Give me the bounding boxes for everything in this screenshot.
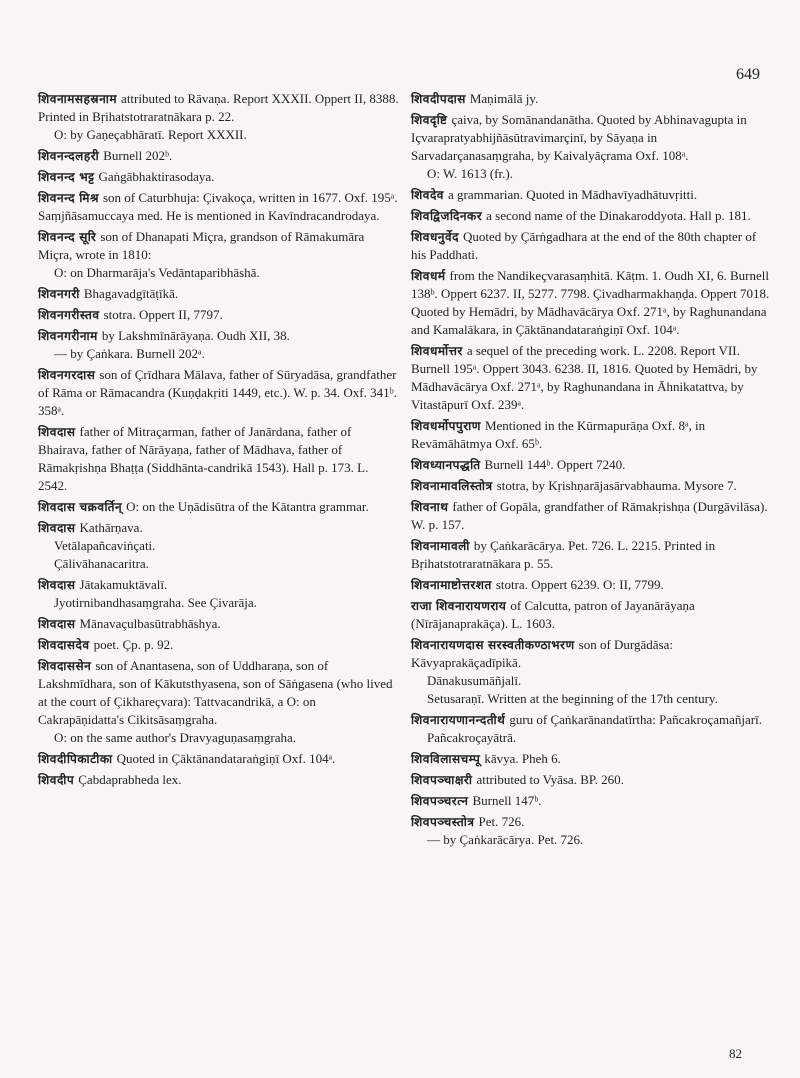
dictionary-entry [411, 498, 773, 534]
dictionary-entry [411, 636, 773, 708]
entry-text: Mānavaçulbasūtrabhāshya. [79, 616, 221, 631]
entry-headword: शिवनगरदास [38, 368, 96, 382]
entry-line: Vetālapañcaviṅçati. [54, 538, 156, 553]
dictionary-entry [411, 342, 773, 414]
entry-headword: शिवनन्दलहरी [38, 149, 100, 163]
entry-first-line [411, 813, 773, 831]
entry-headword: शिवनगरीस्तव [38, 308, 100, 322]
entry-first-line [38, 189, 400, 225]
dictionary-entry [411, 228, 773, 264]
entry-first-line [38, 168, 400, 186]
entry-headword: शिवद्विजदिनकर [411, 209, 483, 223]
entry-text: attributed to Rāvaṇa. Report XXXII. Oppert II, 8388. Printed in Bṛihatstotraratnākara p. 22. [38, 91, 399, 124]
entry-headword: शिवदास [38, 425, 76, 439]
entry-headword: शिवधनुर्वेद [411, 230, 460, 244]
dictionary-entry [38, 657, 400, 747]
dictionary-entry [411, 597, 773, 633]
entry-first-line [411, 771, 773, 789]
entry-headword: शिवदेव [411, 188, 444, 202]
signature-mark: 82 [729, 1046, 742, 1061]
entry-first-line [38, 750, 400, 768]
entry-text: O: on the Uṇādisūtra of the Kātantra grammar. [126, 499, 369, 514]
entry-first-line [38, 519, 400, 537]
entry-headword: शिवदृष्टि [411, 113, 448, 127]
entry-first-line [411, 711, 773, 729]
entry-first-line [411, 456, 773, 474]
entry-first-line [38, 423, 400, 495]
entry-text: stotra. Oppert 6239. O: II, 7799. [495, 577, 664, 592]
entry-first-line [38, 147, 400, 165]
dictionary-entry [411, 456, 773, 474]
entry-text: attributed to Vyāsa. BP. 260. [476, 772, 624, 787]
entry-text: Quoted by Çārṅgadhara at the end of the 80th chapter of his Paddhati. [411, 229, 757, 262]
entry-text: son of Durgādāsa: Kāvyaprakāçadīpikā. [411, 637, 674, 670]
entry-first-line [411, 597, 773, 633]
entry-first-line [38, 327, 400, 345]
entry-text: son of Dhanapati Miçra, grandson of Rāmakumāra Miçra, wrote in 1810: [38, 229, 365, 262]
entry-text: a sequel of the preceding work. L. 2208. Report VII. Burnell 195ᵃ. Oppert 3043. 6238. II, 1816. Quoted by Hemādri, by Mādhavācārya Oxf. 271ᵃ, by Raghunandana in Āhnikatattva, by Vitastāpurī Oxf. 239ᵃ. [411, 343, 758, 412]
entry-headword: शिवपञ्चरत्न [411, 794, 469, 808]
entry-line: O: W. 1613 (fr.). [427, 166, 513, 181]
entry-headword: शिवनारायणदास [411, 638, 484, 652]
entry-text: son of Çrīdhara Mālava, father of Sūryadāsa, grandfather of Rāma or Rāmacandra (Kuṇḍakṛiti 1449, etc.). W. p. 34. Oxf. 341ᵇ. 358ᵃ. [38, 367, 397, 418]
entry-first-line [38, 228, 400, 264]
entry-line: O: on the same author's Dravyaguṇasaṃgraha. [54, 730, 297, 745]
entry-line: Dānakusumāñjalī. [427, 673, 522, 688]
dictionary-entry [411, 267, 773, 339]
entry-subheadword: सरस्वतीकण्ठाभरण [487, 638, 575, 652]
entry-first-line [38, 498, 400, 516]
entry-text: Kathārṇava. [79, 520, 143, 535]
dictionary-entry [38, 327, 400, 363]
entry-first-line [411, 498, 773, 534]
entry-text: Burnell 202ᵇ. [103, 148, 173, 163]
dictionary-entry [411, 750, 773, 768]
entry-text: father of Mitraçarman, father of Janārdana, father of Bhairava, father of Nārāyaṇa, father of Mādhava, father of Rāmakṛishṇa Bhaṭṭa (Siddhānta-candrikā 1543). Hall p. 173. L. 2542. [38, 424, 369, 493]
entry-headword: शिवदास [38, 500, 76, 514]
entry-subheadword: मिश्र [79, 191, 99, 205]
entry-first-line [38, 285, 400, 303]
entry-text: son of Caturbhuja: Çivakoça, written in 1677. Oxf. 195ᵃ. Saṃjñāsamuccaya med. He is mentioned in Kavīndracandrodaya. [38, 190, 398, 223]
entry-headword: शिवनन्द [38, 170, 76, 184]
entry-subheadword: शिवनारायणराय [436, 599, 507, 613]
dictionary-entry [38, 306, 400, 324]
entry-first-line [411, 477, 773, 495]
entry-headword: शिवनामावलिस्तोत्र [411, 479, 493, 493]
entry-headword: शिवनामावली [411, 539, 470, 553]
dictionary-entry [411, 792, 773, 810]
entry-text: Quoted in Çāktānandataraṅgiṇī Oxf. 104ᵃ. [116, 751, 336, 766]
entry-headword: शिवनामसहस्रनाम [38, 92, 118, 106]
entry-headword: शिवध्यानपद्धति [411, 458, 481, 472]
entry-headword: शिवदास [38, 521, 76, 535]
dictionary-entry [411, 771, 773, 789]
dictionary-entry [38, 189, 400, 225]
dictionary-entry [38, 615, 400, 633]
dictionary-entry [411, 477, 773, 495]
entry-text: kāvya. Pheh 6. [484, 751, 561, 766]
entry-text: stotra. Oppert II, 7797. [103, 307, 223, 322]
entry-text: guru of Çaṅkarānandatīrtha: Pañcakroçamañjarī. [509, 712, 762, 727]
page-number: 649 [736, 66, 760, 83]
entry-headword: शिवपञ्चाक्षरी [411, 773, 473, 787]
entry-headword: राजा [411, 599, 433, 613]
dictionary-entry [38, 636, 400, 654]
entry-subheadword: भट्ट [79, 170, 95, 184]
entry-headword: शिवनामाष्टोत्तरशत [411, 578, 492, 592]
entry-headword: शिवदीप [38, 773, 75, 787]
entry-first-line [411, 750, 773, 768]
dictionary-entry [411, 711, 773, 747]
entry-first-line [38, 771, 400, 789]
entry-first-line [411, 111, 773, 165]
entry-headword: शिवदाससेन [38, 659, 92, 673]
entry-headword: शिवदीपिकाटीका [38, 752, 113, 766]
dictionary-entry [38, 576, 400, 612]
entry-text: by Çaṅkarācārya. Pet. 726. L. 2215. Printed in Bṛihatstotraratnākara p. 55. [411, 538, 716, 571]
dictionary-entry [411, 417, 773, 453]
dictionary-entry [411, 111, 773, 183]
entry-headword: शिवदास [38, 578, 76, 592]
entry-first-line [411, 576, 773, 594]
entry-text: Gaṅgābhaktirasodaya. [98, 169, 215, 184]
entry-first-line [411, 342, 773, 414]
entry-line: O: on Dharmarāja's Vedāntaparibhāshā. [54, 265, 260, 280]
dictionary-entry [411, 186, 773, 204]
entry-first-line [411, 417, 773, 453]
entry-text: Çabdaprabheda lex. [78, 772, 182, 787]
entry-headword: शिवधर्मोत्तर [411, 344, 463, 358]
entry-text: from the Nandikeçvarasaṃhitā. Kāṭm. 1. Oudh XI, 6. Burnell 138ᵇ. Oppert 6237. II, 5277. 7798. Çivadharmakhaṇḍa. Oppert 7018. Quoted by Hemādri, by Mādhavācārya Oxf. 271ᵃ, by Raghunandana and Kamalākara, in Çāktānandataraṅgiṇī Oxf. 104ᵃ. [411, 268, 770, 337]
entry-headword: शिवदीपदास [411, 92, 466, 106]
entry-text: stotra, by Kṛishṇarājasārvabhauma. Mysore 7. [496, 478, 737, 493]
entry-headword: शिवदासदेव [38, 638, 90, 652]
entry-headword: शिवनन्द [38, 191, 76, 205]
entry-headword: शिवधर्मोपपुराण [411, 419, 481, 433]
entry-line: O: by Gaṇeçabhāratī. Report XXXII. [54, 127, 247, 142]
entry-headword: शिवनारायणानन्दतीर्थ [411, 713, 506, 727]
entry-headword: शिवनाथ [411, 500, 449, 514]
dictionary-entry [38, 366, 400, 420]
entry-subheadword: सूरि [79, 230, 97, 244]
dictionary-entry [38, 228, 400, 282]
dictionary-entry [38, 750, 400, 768]
dictionary-entry [411, 207, 773, 225]
entry-text: poet. Çp. p. 92. [93, 637, 174, 652]
entry-first-line [411, 228, 773, 264]
entry-first-line [38, 306, 400, 324]
dictionary-entry [411, 813, 773, 849]
dictionary-entry [38, 498, 400, 516]
entry-text: çaiva, by Somānandanātha. Quoted by Abhinavagupta in Içvarapratyabhijñāsūtravimarçinī, by Sāyaṇa in Sarvadarçanasaṃgraha, by Kaivalyāçrama Oxf. 108ᵃ. [411, 112, 747, 163]
entry-text: Mentioned in the Kūrmapurāṇa Oxf. 8ᵃ, in Revāmāhātmya Oxf. 65ᵇ. [411, 418, 706, 451]
dictionary-entry [38, 147, 400, 165]
dictionary-entry [38, 168, 400, 186]
entry-text: a second name of the Dinakaroddyota. Hall p. 181. [486, 208, 751, 223]
dictionary-entry [38, 423, 400, 495]
entry-first-line [411, 267, 773, 339]
dictionary-entry [411, 537, 773, 573]
entry-headword: शिवदास [38, 617, 76, 631]
entry-line: Jyotirnibandhasaṃgraha. See Çivarāja. [54, 595, 257, 610]
entry-text: by Lakshmīnārāyaṇa. Oudh XII, 38. [101, 328, 290, 343]
entry-text: Burnell 147ᵇ. [472, 793, 542, 808]
entry-first-line [38, 615, 400, 633]
entry-headword: शिवविलासचम्पू [411, 752, 481, 766]
entry-text: father of Gopāla, grandfather of Rāmakṛishṇa (Durgāvilāsa). W. p. 157. [411, 499, 768, 532]
entry-first-line [38, 576, 400, 594]
dictionary-entry [411, 576, 773, 594]
entry-line: Pañcakroçayātrā. [427, 730, 517, 745]
entry-subheadword: चक्रवर्तिन् [79, 500, 123, 514]
entry-headword: शिवनगरीनाम [38, 329, 98, 343]
entry-text: Pet. 726. [478, 814, 525, 829]
entry-first-line [411, 186, 773, 204]
entry-headword: शिवनन्द [38, 230, 76, 244]
entry-text: Burnell 144ᵇ. Oppert 7240. [484, 457, 626, 472]
entry-text: Jātakamuktāvalī. [79, 577, 168, 592]
dictionary-entry [38, 519, 400, 573]
entry-first-line [38, 90, 400, 126]
entry-line: — by Çaṅkara. Burnell 202ᵃ. [54, 346, 205, 361]
left-column [38, 90, 400, 792]
entry-first-line [38, 657, 400, 729]
entry-headword: शिवनगरी [38, 287, 80, 301]
entry-first-line [411, 792, 773, 810]
dictionary-entry [38, 90, 400, 144]
right-column [411, 90, 773, 852]
entry-text: son of Anantasena, son of Uddharaṇa, son of Lakshmīdhara, son of Kākutsthyasena, son of Sāṅgasena (who lived at the court of Çikhareçvara): Tattvacandrikā, a O: on Cakrapāṇidatta's Cikitsāsaṃgraha. [38, 658, 393, 727]
entry-line: Setusaraṇī. Written at the beginning of the 17th century. [427, 691, 718, 706]
entry-text: Bhagavadgītāṭīkā. [83, 286, 179, 301]
entry-first-line [411, 207, 773, 225]
entry-first-line [411, 636, 773, 672]
entry-text: Maṇimālā jy. [469, 91, 539, 106]
entry-first-line [38, 636, 400, 654]
entry-first-line [38, 366, 400, 420]
entry-headword: शिवधर्म [411, 269, 446, 283]
entry-text: of Calcutta, patron of Jayanārāyaṇa (Nīrājanaprakāça). L. 1603. [411, 598, 695, 631]
dictionary-entry [38, 771, 400, 789]
entry-first-line [411, 537, 773, 573]
dictionary-entry [411, 90, 773, 108]
entry-line: Çālivāhanacaritra. [54, 556, 149, 571]
dictionary-entry [38, 285, 400, 303]
entry-first-line [411, 90, 773, 108]
entry-text: a grammarian. Quoted in Mādhavīyadhātuvṛitti. [447, 187, 698, 202]
entry-headword: शिवपञ्चस्तोत्र [411, 815, 475, 829]
entry-line: — by Çaṅkarācārya. Pet. 726. [427, 832, 584, 847]
